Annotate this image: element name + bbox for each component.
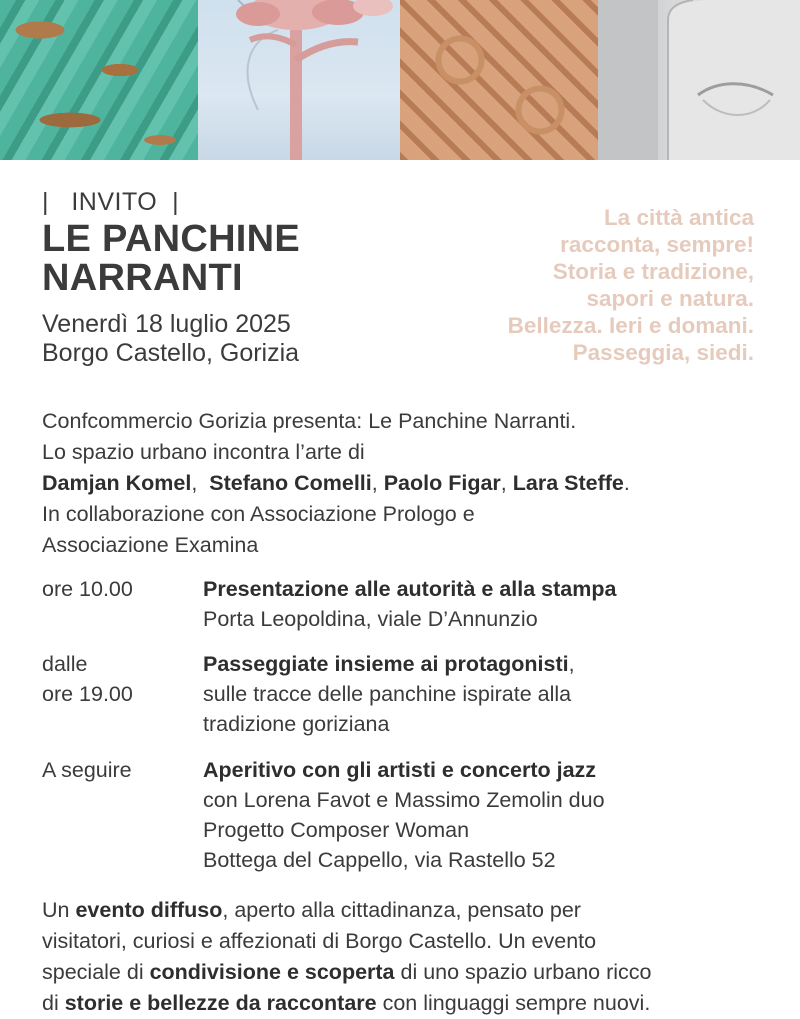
collab-line: In collaborazione con Associazione Prologo e <box>42 502 475 526</box>
program-detail-line: tradizione goriziana <box>203 712 390 736</box>
program-time-line: ore 19.00 <box>42 682 133 706</box>
text-run: , aperto alla cittadinanza, pensato per <box>222 898 581 922</box>
text-run: di <box>42 991 65 1015</box>
event-title <box>42 220 300 298</box>
text-run: con linguaggi sempre nuovi. <box>376 991 651 1015</box>
photo-pink-flower-sculpture <box>198 0 400 160</box>
program-detail-line: Bottega del Cappello, via Rastello 52 <box>203 848 556 872</box>
artist-name: Lara Steffe <box>512 471 624 495</box>
program-title-suffix: , <box>568 652 575 676</box>
program-time <box>42 755 192 785</box>
artist-name: Damjan Komel <box>42 471 192 495</box>
collab-line: Associazione Examina <box>42 533 259 557</box>
event-date: Venerdì 18 luglio 2025 <box>42 310 291 338</box>
intro-paragraph <box>42 406 762 561</box>
slogan-line: Storia e tradizione, <box>552 259 754 284</box>
program-details <box>203 649 763 739</box>
program-details <box>203 574 763 634</box>
slogan-line: Bellezza. Ieri e domani. <box>507 313 754 338</box>
program-details <box>203 755 763 875</box>
slogan-block <box>394 204 754 366</box>
program-title: Presentazione alle autorità e alla stampa <box>203 577 617 601</box>
event-place: Borgo Castello, Gorizia <box>42 339 300 367</box>
program-time-line: ore 10.00 <box>42 577 133 601</box>
invite-kicker: | INVITO | <box>42 188 180 216</box>
closing-line <box>42 988 772 1019</box>
program-detail-line: con Lorena Favot e Massimo Zemolin duo <box>203 788 605 812</box>
program-detail-line: Progetto Composer Woman <box>203 818 470 842</box>
program-title: Aperitivo con gli artisti e concerto jazz <box>203 758 597 782</box>
program-time <box>42 649 192 709</box>
emphasis: condivisione e scoperta <box>149 960 395 984</box>
program-time-line: dalle <box>42 652 88 676</box>
program-detail-line: sulle tracce delle panchine ispirate alla <box>203 682 572 706</box>
intro-line: Lo spazio urbano incontra l’arte di <box>42 440 365 464</box>
program-detail-line: Porta Leopoldina, viale D’Annunzio <box>203 607 538 631</box>
slogan-line: La città antica <box>603 205 754 230</box>
header-image-strip <box>0 0 800 160</box>
slogan-line: sapori e natura. <box>586 286 754 311</box>
closing-paragraph <box>42 895 772 1019</box>
program-time <box>42 574 192 604</box>
emphasis: storie e bellezze da raccontare <box>64 991 377 1015</box>
program-time-line: A seguire <box>42 758 132 782</box>
event-title-line: LE PANCHINE <box>42 218 301 260</box>
emphasis: evento diffuso <box>75 898 223 922</box>
event-title-line: NARRANTI <box>42 257 243 299</box>
closing-line: visitatori, curiosi e affezionati di Borgo Castello. Un evento <box>42 929 597 953</box>
artist-name: Paolo Figar <box>383 471 501 495</box>
text-run: speciale di <box>42 960 150 984</box>
photo-green-bronze-bench <box>0 0 198 160</box>
photo-carved-wood-pattern <box>400 0 598 160</box>
text-run: di uno spazio urbano ricco <box>394 960 652 984</box>
artists-line: Damjan Komel, Stefano Comelli, Paolo Figar, Lara Steffe. <box>42 471 630 495</box>
slogan-line: racconta, sempre! <box>560 232 754 257</box>
closing-line <box>42 895 772 926</box>
closing-line <box>42 957 772 988</box>
artist-name: Stefano Comelli <box>209 471 372 495</box>
program-title: Passeggiate insieme ai protagonisti <box>203 652 569 676</box>
intro-line: Confcommercio Gorizia presenta: Le Panchine Narranti. <box>42 409 577 433</box>
photo-stone-face-sculpture <box>598 0 800 160</box>
text-run: Un <box>42 898 76 922</box>
slogan-line: Passeggia, siedi. <box>572 340 754 365</box>
